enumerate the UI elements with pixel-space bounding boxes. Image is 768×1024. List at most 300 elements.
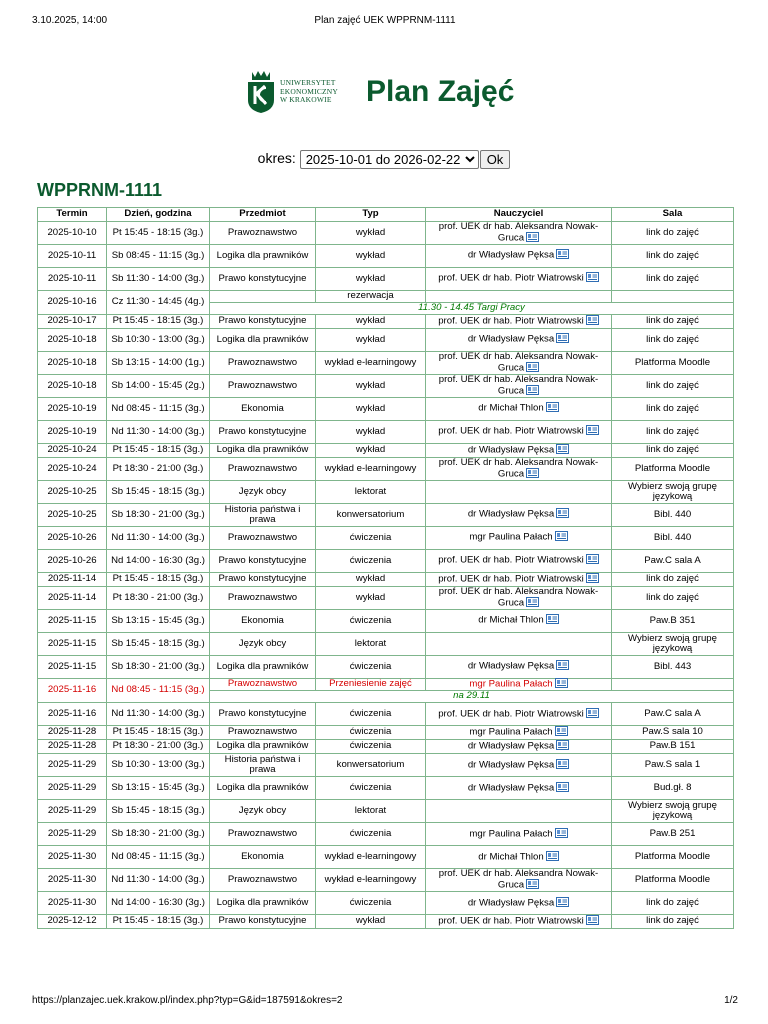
id-card-icon[interactable] (556, 897, 569, 907)
time-cell: Sb 10:30 - 13:00 (3g.) (107, 329, 210, 352)
teacher-cell[interactable] (426, 550, 612, 573)
room-cell[interactable]: link do zajęć (612, 398, 734, 421)
uek-logo[interactable] (246, 68, 346, 116)
subject-cell: Logika dla prawników (210, 444, 316, 458)
subject-cell: Logika dla prawników (210, 892, 316, 915)
table-row (38, 444, 734, 458)
teacher-cell[interactable] (426, 268, 612, 291)
room-cell[interactable]: link do zajęć (612, 573, 734, 587)
time-cell: Nd 08:45 - 11:15 (3g.) (107, 846, 210, 869)
room-cell[interactable]: link do zajęć (612, 915, 734, 929)
room-cell[interactable]: Wybierz swoją grupę językową (612, 481, 734, 504)
room-cell[interactable]: Bud.gł. 8 (612, 777, 734, 800)
date-cell: 2025-10-11 (38, 268, 107, 291)
room-cell[interactable]: Bibl. 443 (612, 656, 734, 679)
table-row (38, 268, 734, 291)
teacher-cell[interactable] (426, 527, 612, 550)
teacher-name[interactable]: dr Michał Thlon (478, 615, 544, 627)
type-cell: lektorat (316, 481, 426, 504)
schedule-table (37, 207, 734, 929)
teacher-cell (426, 291, 612, 303)
room-cell[interactable]: Platforma Moodle (612, 846, 734, 869)
teacher-name[interactable]: prof. UEK dr hab. Piotr Wiatrowski (438, 915, 584, 927)
id-card-icon[interactable] (556, 660, 569, 670)
id-card-icon[interactable] (526, 879, 539, 889)
teacher-cell[interactable] (426, 740, 612, 754)
teacher-cell[interactable] (426, 398, 612, 421)
date-cell: 2025-11-15 (38, 656, 107, 679)
subject-cell: Język obcy (210, 481, 316, 504)
room-cell[interactable]: link do zajęć (612, 421, 734, 444)
period-select[interactable] (300, 150, 479, 169)
type-cell: wykład e-learningowy (316, 352, 426, 375)
type-cell: wykład e-learningowy (316, 458, 426, 481)
type-cell: ćwiczenia (316, 892, 426, 915)
logo-line-3: W KRAKOWIE (280, 95, 332, 105)
time-cell: Sb 13:15 - 15:45 (3g.) (107, 610, 210, 633)
table-row (38, 573, 734, 587)
table-row (38, 740, 734, 754)
type-cell: ćwiczenia (316, 740, 426, 754)
date-cell: 2025-11-30 (38, 869, 107, 892)
table-row (38, 222, 734, 245)
teacher-name[interactable]: prof. UEK dr hab. Aleksandra Nowak-Gruca (438, 221, 599, 244)
time-cell: Pt 15:45 - 18:15 (3g.) (107, 222, 210, 245)
room-cell[interactable]: link do zajęć (612, 892, 734, 915)
table-row (38, 633, 734, 656)
date-cell: 2025-10-24 (38, 444, 107, 458)
teacher-cell[interactable] (426, 573, 612, 587)
logo-line-1: UNIWERSYTET (280, 78, 336, 88)
time-cell: Nd 14:00 - 16:30 (3g.) (107, 892, 210, 915)
teacher-name[interactable]: dr Władysław Pęksa (467, 759, 555, 771)
time-cell: Sb 18:30 - 21:00 (3g.) (107, 504, 210, 527)
table-row (38, 869, 734, 892)
teacher-cell[interactable] (426, 444, 612, 458)
col-header-teacher: Nauczyciel (426, 208, 612, 222)
room-cell[interactable]: Paw.C sala A (612, 703, 734, 726)
id-card-icon[interactable] (586, 425, 599, 435)
teacher-name[interactable]: dr Michał Thlon (478, 851, 544, 863)
room-cell[interactable]: link do zajęć (612, 222, 734, 245)
teacher-name[interactable]: dr Michał Thlon (478, 403, 544, 415)
date-cell: 2025-10-25 (38, 481, 107, 504)
teacher-name[interactable]: dr Władysław Pęksa (467, 740, 555, 752)
time-cell: Sb 15:45 - 18:15 (3g.) (107, 481, 210, 504)
subject-cell: Ekonomia (210, 846, 316, 869)
subject-cell (210, 291, 316, 303)
date-cell: 2025-10-24 (38, 458, 107, 481)
id-card-icon[interactable] (586, 915, 599, 925)
date-cell: 2025-11-30 (38, 892, 107, 915)
type-cell: wykład (316, 573, 426, 587)
id-card-icon[interactable] (555, 678, 568, 688)
room-cell[interactable]: link do zajęć (612, 375, 734, 398)
id-card-icon[interactable] (556, 333, 569, 343)
teacher-cell[interactable] (426, 892, 612, 915)
room-cell[interactable]: Paw.B 251 (612, 823, 734, 846)
subject-cell: Prawo konstytucyjne (210, 573, 316, 587)
id-card-icon[interactable] (586, 554, 599, 564)
id-card-icon[interactable] (555, 726, 568, 736)
room-cell[interactable]: link do zajęć (612, 268, 734, 291)
type-cell: ćwiczenia (316, 726, 426, 740)
id-card-icon[interactable] (546, 614, 559, 624)
room-cell[interactable]: Wybierz swoją grupę językową (612, 800, 734, 823)
subject-cell: Logika dla prawników (210, 656, 316, 679)
room-cell[interactable]: link do zajęć (612, 587, 734, 610)
id-card-icon[interactable] (526, 362, 539, 372)
room-cell[interactable]: Paw.B 151 (612, 740, 734, 754)
teacher-name[interactable]: dr Władysław Pęksa (467, 509, 555, 521)
teacher-cell[interactable] (426, 222, 612, 245)
teacher-cell[interactable] (426, 352, 612, 375)
table-row (38, 610, 734, 633)
room-cell[interactable]: Paw.C sala A (612, 550, 734, 573)
teacher-name[interactable]: mgr Paulina Pałach (469, 678, 553, 690)
time-cell: Sb 13:15 - 15:45 (3g.) (107, 777, 210, 800)
date-cell: 2025-11-16 (38, 703, 107, 726)
type-cell: wykład e-learningowy (316, 846, 426, 869)
date-cell: 2025-11-15 (38, 610, 107, 633)
table-row (38, 800, 734, 823)
teacher-cell[interactable] (426, 777, 612, 800)
type-cell: wykład (316, 444, 426, 458)
type-cell: wykład (316, 268, 426, 291)
print-url[interactable]: https://planzajec.uek.krakow.pl/index.php?typ=G&id=187591&okres=2 (32, 995, 343, 1006)
date-cell: 2025-10-25 (38, 504, 107, 527)
subject-cell: Prawo konstytucyjne (210, 268, 316, 291)
teacher-name[interactable]: prof. UEK dr hab. Piotr Wiatrowski (438, 708, 584, 720)
teacher-name[interactable]: dr Władysław Pęksa (467, 782, 555, 794)
room-cell[interactable]: Bibl. 440 (612, 527, 734, 550)
date-cell: 2025-11-15 (38, 633, 107, 656)
subject-cell: Logika dla prawników (210, 245, 316, 268)
id-card-icon[interactable] (546, 402, 559, 412)
table-header-row (38, 208, 734, 222)
date-cell: 2025-11-29 (38, 754, 107, 777)
time-cell: Nd 14:00 - 16:30 (3g.) (107, 550, 210, 573)
print-header (32, 15, 738, 29)
date-cell: 2025-10-26 (38, 527, 107, 550)
table-row (38, 504, 734, 527)
id-card-icon[interactable] (556, 444, 569, 454)
teacher-cell[interactable] (426, 421, 612, 444)
subject-cell: Prawo konstytucyjne (210, 550, 316, 573)
type-cell: ćwiczenia (316, 610, 426, 633)
date-cell: 2025-10-19 (38, 398, 107, 421)
teacher-name[interactable]: dr Władysław Pęksa (467, 897, 555, 909)
table-row (38, 703, 734, 726)
room-cell[interactable]: link do zajęć (612, 315, 734, 329)
logo-line-2: EKONOMICZNY (280, 86, 339, 96)
teacher-cell[interactable] (426, 754, 612, 777)
time-cell: Pt 15:45 - 18:15 (3g.) (107, 915, 210, 929)
teacher-name[interactable]: mgr Paulina Pałach (469, 532, 553, 544)
type-cell: lektorat (316, 800, 426, 823)
date-cell: 2025-11-28 (38, 726, 107, 740)
room-cell (612, 291, 734, 303)
id-card-icon[interactable] (546, 851, 559, 861)
col-header-type: Typ (316, 208, 426, 222)
date-cell: 2025-10-17 (38, 315, 107, 329)
table-row (38, 398, 734, 421)
id-card-icon[interactable] (586, 315, 599, 325)
table-row (38, 329, 734, 352)
teacher-cell[interactable] (426, 679, 612, 691)
room-cell[interactable]: Platforma Moodle (612, 458, 734, 481)
time-cell: Pt 15:45 - 18:15 (3g.) (107, 315, 210, 329)
table-row (38, 823, 734, 846)
id-card-icon[interactable] (586, 272, 599, 282)
teacher-cell[interactable] (426, 656, 612, 679)
id-card-icon[interactable] (556, 759, 569, 769)
table-row (38, 587, 734, 610)
teacher-cell (426, 800, 612, 823)
date-cell: 2025-11-30 (38, 846, 107, 869)
time-cell: Pt 18:30 - 21:00 (3g.) (107, 587, 210, 610)
page-header (246, 68, 546, 116)
teacher-name[interactable]: prof. UEK dr hab. Aleksandra Nowak-Gruca (438, 457, 599, 480)
type-cell: wykład (316, 315, 426, 329)
time-cell: Nd 11:30 - 14:00 (3g.) (107, 527, 210, 550)
table-row (38, 777, 734, 800)
teacher-cell[interactable] (426, 375, 612, 398)
time-cell: Cz 11:30 - 14:45 (4g.) (107, 291, 210, 315)
subject-cell: Logika dla prawników (210, 777, 316, 800)
page-title: Plan Zajęć (366, 75, 515, 108)
teacher-cell (426, 481, 612, 504)
print-title: Plan zajęć UEK WPPRNM-1111 (314, 15, 456, 26)
room-cell[interactable]: Paw.S sala 1 (612, 754, 734, 777)
subject-cell: Prawoznawstwo (210, 222, 316, 245)
print-page-number: 1/2 (724, 995, 738, 1006)
room-cell[interactable]: link do zajęć (612, 245, 734, 268)
teacher-cell[interactable] (426, 587, 612, 610)
subject-cell: Ekonomia (210, 398, 316, 421)
room-cell (612, 679, 734, 691)
table-row (38, 352, 734, 375)
teacher-cell[interactable] (426, 610, 612, 633)
type-cell: rezerwacja (316, 291, 426, 303)
date-cell: 2025-11-29 (38, 777, 107, 800)
id-card-icon[interactable] (555, 828, 568, 838)
id-card-icon[interactable] (526, 468, 539, 478)
subject-cell: Prawoznawstwo (210, 527, 316, 550)
time-cell: Pt 15:45 - 18:15 (3g.) (107, 573, 210, 587)
teacher-name[interactable]: prof. UEK dr hab. Piotr Wiatrowski (438, 315, 584, 327)
uek-crest-icon (246, 70, 276, 114)
id-card-icon[interactable] (586, 708, 599, 718)
teacher-cell[interactable] (426, 703, 612, 726)
id-card-icon[interactable] (556, 782, 569, 792)
teacher-cell[interactable] (426, 823, 612, 846)
time-cell: Sb 13:15 - 14:00 (1g.) (107, 352, 210, 375)
teacher-name[interactable]: dr Władysław Pęksa (467, 334, 555, 346)
room-cell[interactable]: Wybierz swoją grupę językową (612, 633, 734, 656)
period-label: okres: (257, 150, 296, 167)
subject-cell: Prawo konstytucyjne (210, 915, 316, 929)
table-row (38, 245, 734, 268)
time-cell: Pt 15:45 - 18:15 (3g.) (107, 726, 210, 740)
id-card-icon[interactable] (526, 597, 539, 607)
subject-cell: Prawoznawstwo (210, 679, 316, 691)
note-cell: na 29.11 (210, 691, 734, 703)
time-cell: Pt 15:45 - 18:15 (3g.) (107, 444, 210, 458)
type-cell: lektorat (316, 633, 426, 656)
teacher-name[interactable]: prof. UEK dr hab. Aleksandra Nowak-Gruca (438, 351, 599, 374)
time-cell: Sb 08:45 - 11:15 (3g.) (107, 245, 210, 268)
id-card-icon[interactable] (556, 508, 569, 518)
table-row (38, 375, 734, 398)
subject-cell: Prawoznawstwo (210, 823, 316, 846)
teacher-name[interactable]: dr Władysław Pęksa (467, 661, 555, 673)
subject-cell: Język obcy (210, 800, 316, 823)
type-cell: Przeniesienie zajęć (316, 679, 426, 691)
col-header-subject: Przedmiot (210, 208, 316, 222)
time-cell: Sb 15:45 - 18:15 (3g.) (107, 633, 210, 656)
room-cell[interactable]: Paw.S sala 10 (612, 726, 734, 740)
subject-cell: Prawoznawstwo (210, 458, 316, 481)
teacher-cell[interactable] (426, 329, 612, 352)
teacher-cell[interactable] (426, 846, 612, 869)
table-row (38, 892, 734, 915)
teacher-name[interactable]: prof. UEK dr hab. Aleksandra Nowak-Gruca (438, 374, 599, 397)
date-cell: 2025-10-19 (38, 421, 107, 444)
subject-cell: Logika dla prawników (210, 740, 316, 754)
date-cell: 2025-11-14 (38, 573, 107, 587)
table-row (38, 754, 734, 777)
id-card-icon[interactable] (526, 385, 539, 395)
teacher-name[interactable]: mgr Paulina Pałach (469, 828, 553, 840)
table-row (38, 656, 734, 679)
id-card-icon[interactable] (586, 573, 599, 583)
table-row (38, 458, 734, 481)
teacher-cell[interactable] (426, 915, 612, 929)
date-cell: 2025-10-10 (38, 222, 107, 245)
date-cell: 2025-10-26 (38, 550, 107, 573)
table-row (38, 481, 734, 504)
ok-button[interactable]: Ok (480, 150, 511, 169)
type-cell: konwersatorium (316, 504, 426, 527)
teacher-cell[interactable] (426, 504, 612, 527)
type-cell: wykład (316, 245, 426, 268)
room-cell[interactable]: Platforma Moodle (612, 352, 734, 375)
col-header-room: Sala (612, 208, 734, 222)
type-cell: wykład (316, 222, 426, 245)
subject-cell: Prawoznawstwo (210, 375, 316, 398)
print-footer (32, 995, 738, 1009)
date-cell: 2025-11-16 (38, 679, 107, 703)
id-card-icon[interactable] (526, 232, 539, 242)
teacher-cell (426, 633, 612, 656)
table-row (38, 915, 734, 929)
time-cell: Pt 18:30 - 21:00 (3g.) (107, 740, 210, 754)
table-row (38, 315, 734, 329)
subject-cell: Prawo konstytucyjne (210, 315, 316, 329)
table-row (38, 846, 734, 869)
room-cell[interactable]: link do zajęć (612, 329, 734, 352)
id-card-icon[interactable] (556, 740, 569, 750)
teacher-name[interactable]: prof. UEK dr hab. Piotr Wiatrowski (438, 555, 584, 567)
table-row-moved (38, 679, 734, 691)
date-cell: 2025-10-18 (38, 352, 107, 375)
date-cell: 2025-10-18 (38, 329, 107, 352)
table-row (38, 421, 734, 444)
time-cell: Pt 18:30 - 21:00 (3g.) (107, 458, 210, 481)
time-cell: Nd 11:30 - 14:00 (3g.) (107, 703, 210, 726)
time-cell: Nd 08:45 - 11:15 (3g.) (107, 679, 210, 703)
room-cell[interactable]: Paw.B 351 (612, 610, 734, 633)
type-cell: ćwiczenia (316, 703, 426, 726)
teacher-cell[interactable] (426, 726, 612, 740)
group-title: WPPRNM-1111 (37, 180, 163, 200)
type-cell: ćwiczenia (316, 550, 426, 573)
date-cell: 2025-11-14 (38, 587, 107, 610)
teacher-name[interactable]: prof. UEK dr hab. Aleksandra Nowak-Gruca (438, 586, 599, 609)
date-cell: 2025-11-28 (38, 740, 107, 754)
type-cell: wykład (316, 915, 426, 929)
date-cell: 2025-12-12 (38, 915, 107, 929)
type-cell: ćwiczenia (316, 823, 426, 846)
teacher-cell[interactable] (426, 315, 612, 329)
print-datetime: 3.10.2025, 14:00 (32, 15, 108, 26)
teacher-cell[interactable] (426, 458, 612, 481)
date-cell: 2025-11-29 (38, 823, 107, 846)
period-form (0, 150, 768, 169)
type-cell: wykład (316, 398, 426, 421)
schedule-body (38, 222, 734, 929)
note-cell: 11.30 - 14.45 Targi Pracy (210, 303, 734, 315)
teacher-name[interactable]: prof. UEK dr hab. Aleksandra Nowak-Gruca (438, 868, 599, 891)
teacher-name[interactable]: prof. UEK dr hab. Piotr Wiatrowski (438, 573, 584, 585)
subject-cell: Prawoznawstwo (210, 587, 316, 610)
room-cell[interactable]: Bibl. 440 (612, 504, 734, 527)
time-cell: Sb 18:30 - 21:00 (3g.) (107, 823, 210, 846)
table-row (38, 527, 734, 550)
room-cell[interactable]: link do zajęć (612, 444, 734, 458)
subject-cell: Język obcy (210, 633, 316, 656)
teacher-name[interactable]: mgr Paulina Pałach (469, 726, 553, 738)
teacher-name[interactable]: dr Władysław Pęksa (467, 444, 555, 456)
teacher-cell[interactable] (426, 245, 612, 268)
teacher-cell[interactable] (426, 869, 612, 892)
teacher-name[interactable]: prof. UEK dr hab. Piotr Wiatrowski (438, 426, 584, 438)
type-cell: ćwiczenia (316, 777, 426, 800)
type-cell: wykład e-learningowy (316, 869, 426, 892)
subject-cell: Logika dla prawników (210, 329, 316, 352)
time-cell: Nd 11:30 - 14:00 (3g.) (107, 869, 210, 892)
teacher-name[interactable]: prof. UEK dr hab. Piotr Wiatrowski (438, 273, 584, 285)
id-card-icon[interactable] (555, 531, 568, 541)
table-row (38, 291, 734, 303)
id-card-icon[interactable] (556, 249, 569, 259)
type-cell: wykład (316, 329, 426, 352)
subject-cell: Prawoznawstwo (210, 869, 316, 892)
time-cell: Sb 10:30 - 13:00 (3g.) (107, 754, 210, 777)
col-header-time: Dzień, godzina (107, 208, 210, 222)
subject-cell: Prawoznawstwo (210, 726, 316, 740)
subject-cell: Ekonomia (210, 610, 316, 633)
type-cell: ćwiczenia (316, 656, 426, 679)
date-cell: 2025-10-11 (38, 245, 107, 268)
teacher-name[interactable]: dr Władysław Pęksa (467, 250, 555, 262)
subject-cell: Prawoznawstwo (210, 352, 316, 375)
date-cell: 2025-10-18 (38, 375, 107, 398)
table-row (38, 550, 734, 573)
time-cell: Sb 15:45 - 18:15 (3g.) (107, 800, 210, 823)
room-cell[interactable]: Platforma Moodle (612, 869, 734, 892)
